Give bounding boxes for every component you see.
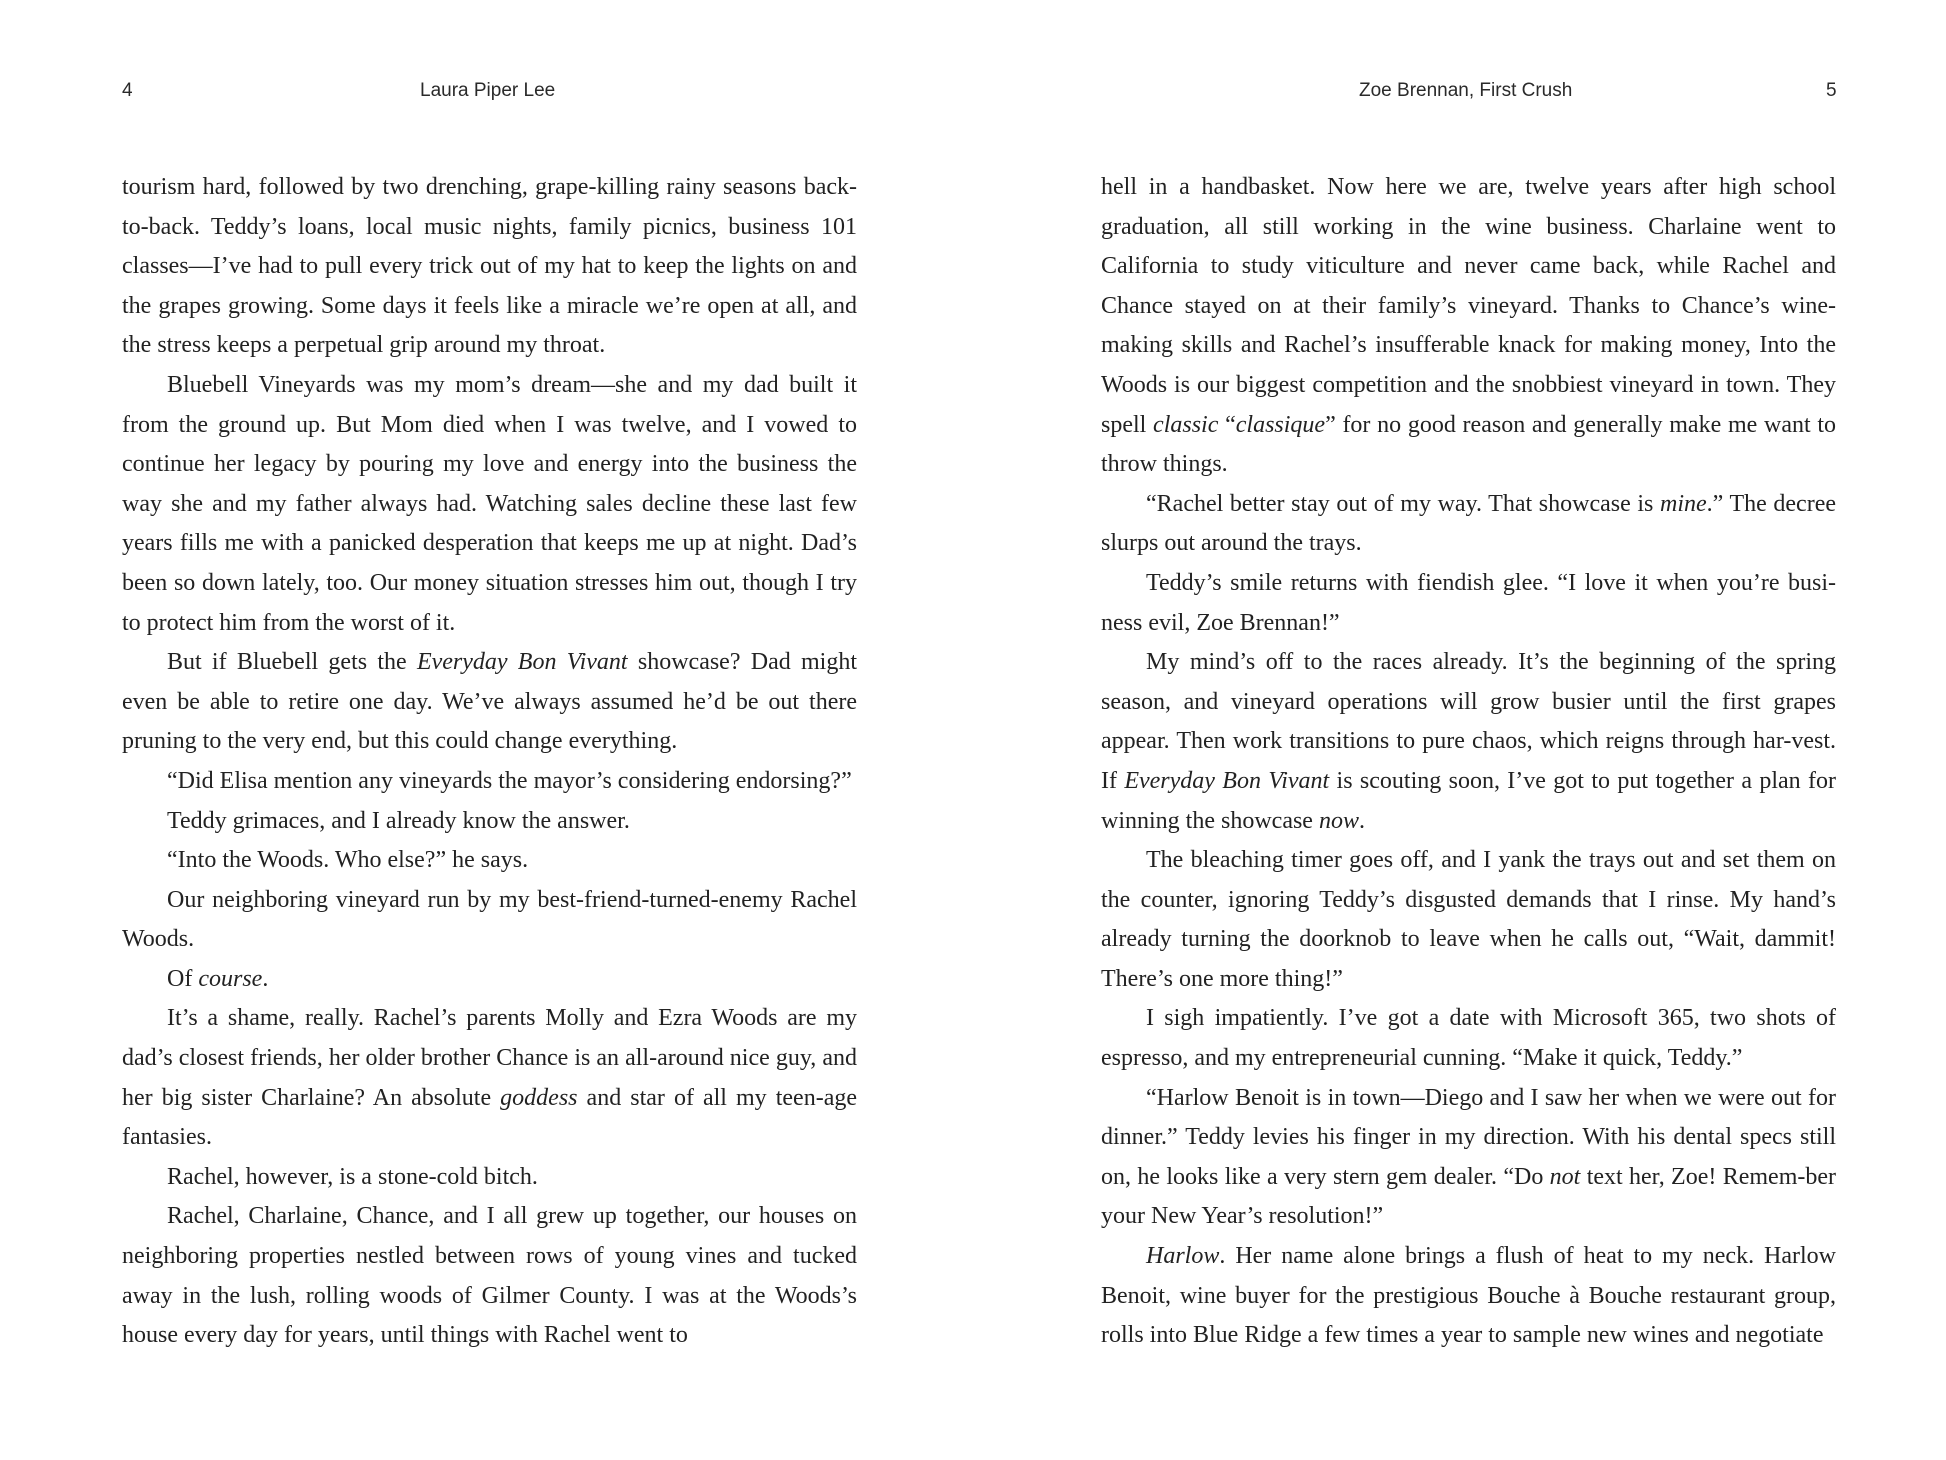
paragraph: Teddy’s smile returns with fiendish glee. “I love it when you’re busi-ness evil, Zoe Brennan!” <box>1101 569 1836 636</box>
paragraph: Our neighboring vineyard run by my best-friend-turned-enemy Rachel Woods. <box>122 886 857 953</box>
running-head: Laura Piper Lee <box>420 80 556 101</box>
running-head: Zoe Brennan, First Crush <box>1359 80 1573 101</box>
paragraph: Teddy grimaces, and I already know the answer. <box>167 807 630 834</box>
paragraph: The bleaching timer goes off, and I yank the trays out and set them on the counter, ignoring Teddy’s disgusted demands that I rinse. My hand’s already turning the doorknob to leave when he calls out, “Wait, dammit! There’s one more thing!” <box>1101 847 1836 992</box>
page-number: 5 <box>1826 80 1837 101</box>
paragraph: But if Bluebell gets the Everyday Bon Vivant showcase? Dad might even be able to retire one day. We’ve always assumed he’d be out there pruning to the very end, but this could change everything. <box>122 649 858 755</box>
page-number: 4 <box>122 80 133 101</box>
paragraph: tourism hard, followed by two drenching, grape-killing rainy seasons back-to-back. Teddy’s loans, local music nights, family picnics, business 101 classes—I’ve had to pull every trick out of my hat to keep the lights on and the grapes growing. Some days it feels like a miracle we’re open at all, and the stress keeps a perpetual grip around my throat. <box>122 174 857 359</box>
paragraph: “Rachel better stay out of my way. That showcase is mine.” The decree slurps out around the trays. <box>1101 490 1836 557</box>
paragraph: “Into the Woods. Who else?” he says. <box>167 847 529 874</box>
page-body <box>1101 168 1836 1356</box>
paragraph: I sigh impatiently. I’ve got a date with Microsoft 365, two shots of espresso, and my entrepreneurial cunning. “Make it quick, Teddy.” <box>1101 1005 1836 1072</box>
paragraph: hell in a handbasket. Now here we are, twelve years after high school graduation, all still working in the wine business. Charlaine went to California to study viticulture and never came back, while Rachel and Chance stayed on at their family’s vineyard. Thanks to Chance’s wine-making skills and Rachel’s insufferable knack for making money, Into the Woods is our biggest competition and the snobbiest vineyard in town. They spell classic “classique” for no good reason and generally make me want to throw things. <box>1101 174 1837 478</box>
paragraph: Rachel, however, is a stone-cold bitch. <box>167 1163 538 1190</box>
page-body <box>122 168 857 1356</box>
paragraph: “Did Elisa mention any vineyards the mayor’s considering endorsing?” <box>167 767 852 794</box>
paragraph: “Harlow Benoit is in town—Diego and I saw her when we were out for dinner.” Teddy levies his finger in my direction. With his dental specs still on, he looks like a very stern gem dealer. “Do not text her, Zoe! Remem-ber your New Year’s resolution!” <box>1101 1084 1836 1230</box>
right-page <box>973 0 1946 1460</box>
paragraph: Rachel, Charlaine, Chance, and I all grew up together, our houses on neighboring properties nestled between rows of young vines and tucked away in the lush, rolling woods of Gilmer County. I was at the Woods’s house every day for years, until things with Rachel went to <box>122 1203 857 1349</box>
paragraph: Harlow. Her name alone brings a flush of heat to my neck. Harlow Benoit, wine buyer for the prestigious Bouche à Bouche restaurant group, rolls into Blue Ridge a few times a year to sample new wines and negotiate <box>1101 1243 1836 1349</box>
paragraph: Of course. <box>167 965 269 992</box>
paragraph: My mind’s off to the races already. It’s the beginning of the spring season, and vineyard operations will grow busier until the first grapes appear. Then work transitions to pure chaos, which reigns through har-vest. If Everyday Bon Vivant is scouting soon, I’ve got to put together a plan for winning the showcase now. <box>1101 649 1837 834</box>
paragraph: Bluebell Vineyards was my mom’s dream—she and my dad built it from the ground up. But Mom died when I was twelve, and I vowed to continue her legacy by pouring my love and energy into the business the way she and my father always had. Watching sales decline these last few years fills me with a panicked desperation that keeps me up at night. Dad’s been so down lately, too. Our money situation stresses him out, though I try to protect him from the worst of it. <box>122 371 857 636</box>
paragraph: It’s a shame, really. Rachel’s parents Molly and Ezra Woods are my dad’s closest friends, her older brother Chance is an all-around nice guy, and her big sister Charlaine? An absolute goddess and star of all my teen-age fantasies. <box>122 1005 857 1151</box>
